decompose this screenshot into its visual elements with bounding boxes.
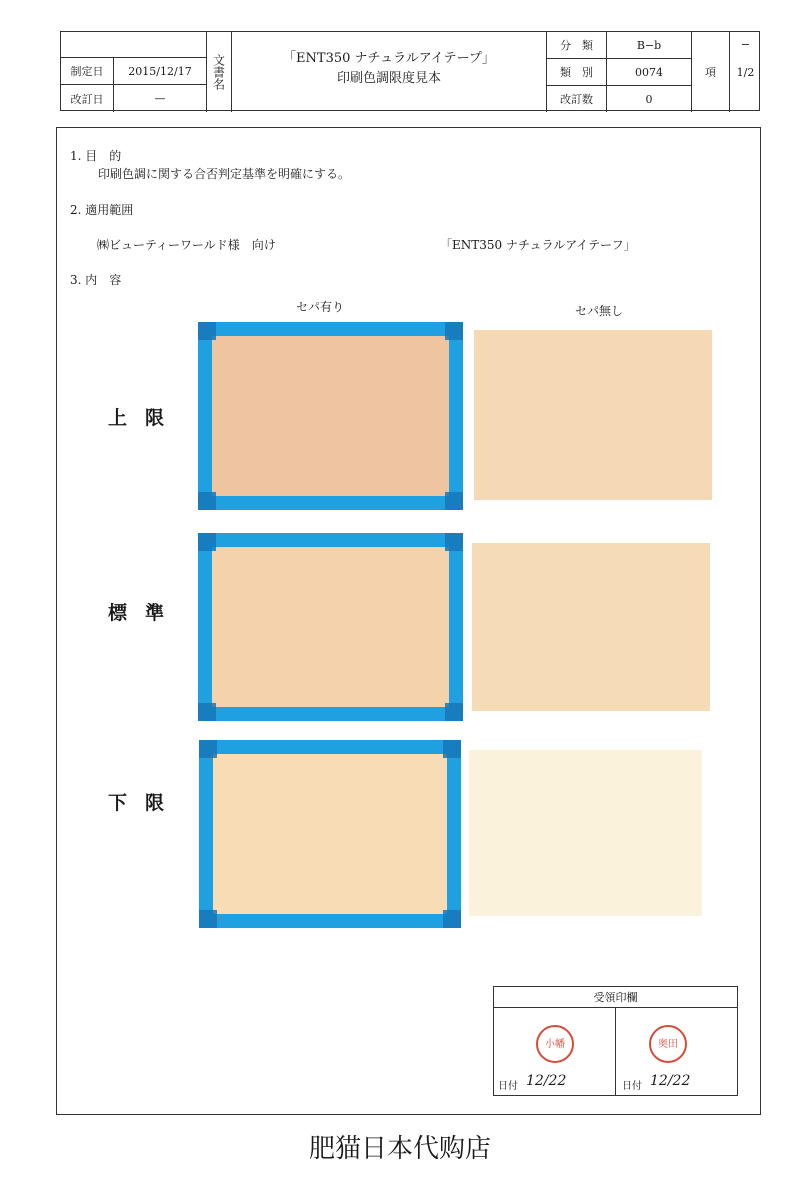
category-value: 0074	[635, 65, 663, 79]
doc-title	[232, 44, 546, 94]
tape-corner	[445, 533, 463, 551]
date-label-1: 日付	[498, 1081, 518, 1092]
stamp-1-text: 小幡	[545, 1038, 565, 1050]
established-label: 制定日	[70, 65, 104, 78]
sample-upper-without-sepa	[474, 330, 712, 500]
classification-label: 分 類	[560, 39, 593, 52]
tape-corner	[199, 740, 217, 758]
item-label: 項	[705, 66, 716, 79]
revised-label: 改訂日	[70, 92, 104, 106]
classification-value: B−b	[636, 38, 662, 52]
section-2-heading: 2. 適用範囲	[70, 203, 134, 217]
tape-corner	[198, 322, 216, 340]
tape-corner	[198, 703, 216, 721]
sample-lower-with-sepa	[199, 740, 461, 928]
stamp-2	[649, 1025, 687, 1063]
date-value-2: 12/22	[650, 1073, 691, 1089]
revision-count-value: 0	[645, 92, 653, 106]
page-mark: −	[740, 37, 751, 51]
header-table	[60, 31, 760, 111]
section-1-heading: 1. 目 的	[70, 149, 122, 163]
sample-standard-with-sepa	[198, 533, 463, 721]
tape-corner	[445, 322, 463, 340]
footer-watermark: 肥猫日本代购店	[308, 1134, 491, 1164]
tape-corner	[443, 910, 461, 928]
sample-standard-without-sepa	[472, 543, 710, 711]
doc-name-label: 文書名	[211, 54, 226, 90]
tape-corner	[198, 492, 216, 510]
column-with-sepa: セパ有り	[296, 300, 345, 314]
tape-corner	[199, 910, 217, 928]
receipt-title: 受領印欄	[593, 991, 638, 1004]
section-3-heading: 3. 内 容	[70, 273, 122, 287]
section-2-customer: ㈱ビューティーワールド様 向け	[97, 238, 276, 252]
section-2-product: 「ENT350 ナチュラルアイテーフ」	[440, 238, 636, 252]
title-line-2: 印刷色調限度見本	[336, 71, 441, 86]
revised-date: —	[154, 92, 166, 105]
established-date: 2015/12/17	[128, 64, 192, 78]
section-1-text: 印刷色調に関する合否判定基準を明確にする。	[98, 167, 351, 181]
stamp-2-text: 奥田	[658, 1038, 678, 1050]
receipt-stamp-box	[493, 986, 738, 1096]
title-line-1: 「ENT350 ナチュラルアイテープ」	[283, 51, 495, 66]
revision-count-label: 改訂数	[560, 93, 593, 106]
date-value-1: 12/22	[526, 1073, 567, 1089]
row-label-upper: 上限	[108, 407, 183, 429]
tape-corner	[443, 740, 461, 758]
page-number: 1/2	[736, 65, 755, 79]
tape-corner	[445, 703, 463, 721]
column-without-sepa: セパ無し	[575, 304, 624, 318]
tape-corner	[445, 492, 463, 510]
sample-lower-without-sepa	[469, 750, 702, 916]
category-label: 類 別	[560, 66, 593, 79]
row-label-standard: 標準	[108, 602, 183, 624]
date-label-2: 日付	[622, 1081, 642, 1092]
sample-upper-with-sepa	[198, 322, 463, 510]
row-label-lower: 下限	[108, 792, 183, 814]
tape-corner	[198, 533, 216, 551]
stamp-1	[536, 1025, 574, 1063]
